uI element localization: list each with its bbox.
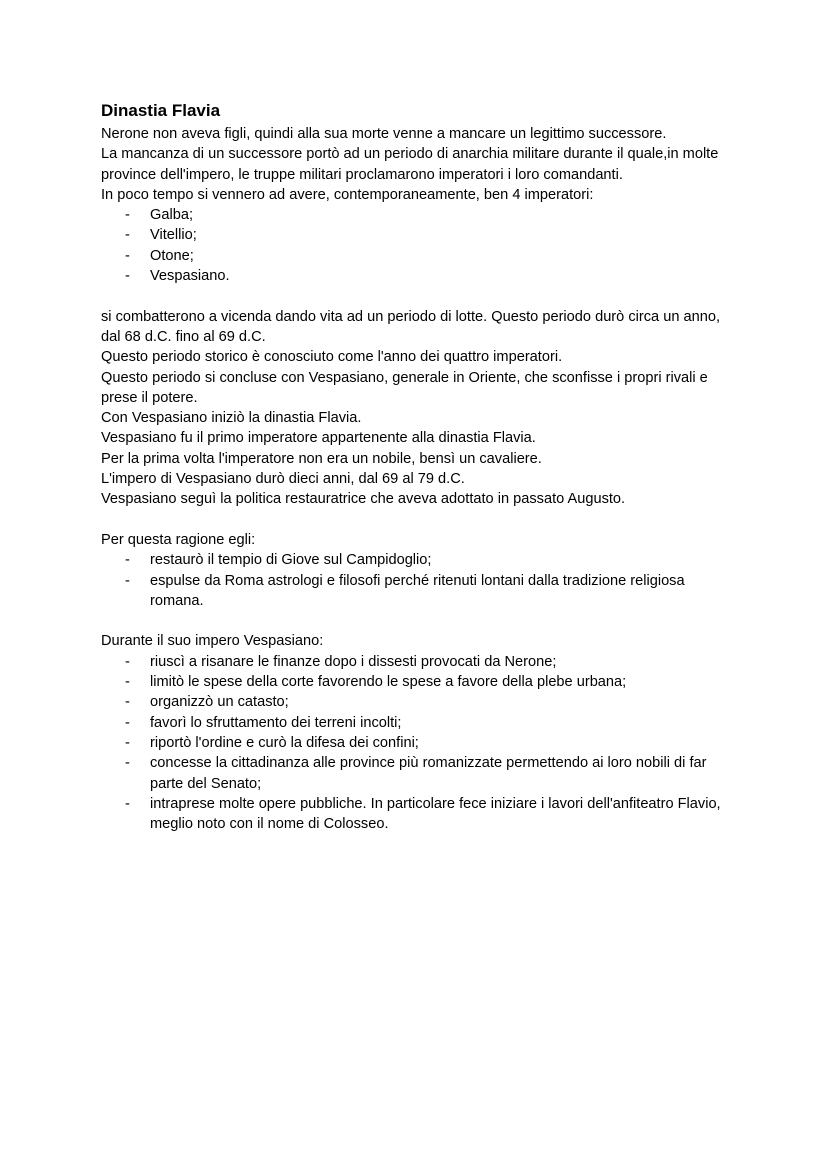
list-item: - favorì lo sfruttamento dei terreni incolti; [101,713,741,733]
reign-intro: Durante il suo impero Vespasiano: [101,633,324,650]
list-item: - Vitellio; [101,225,741,245]
list-item: - restaurò il tempio di Giove sul Campidoglio; [101,550,741,570]
spacer [101,286,741,306]
spacer [101,611,741,631]
middle-line: Questo periodo storico è conosciuto come l'anno dei quattro imperatori. [101,349,563,366]
list-item: - intraprese molte opere pubbliche. In particolare fece iniziare i lavori dell'anfiteatro Flavio, meglio noto con il nome di Colosseo. [101,794,741,835]
middle-line: Con Vespasiano iniziò la dinastia Flavia. [101,410,362,427]
page-title: Dinastia Flavia [101,101,221,120]
list-item: - riuscì a risanare le finanze dopo i dissesti provocati da Nerone; [101,652,741,672]
intro-line: In poco tempo si vennero ad avere, contemporaneamente, ben 4 imperatori: [101,186,594,203]
middle-paragraph [101,307,741,510]
list-item: - espulse da Roma astrologi e filosofi perché ritenuti lontani dalla tradizione religiosa romana. [101,571,741,612]
middle-line: Vespasiano seguì la politica restauratrice che aveva adottato in passato Augusto. [101,491,626,508]
list-item: - riportò l'ordine e curò la difesa dei confini; [101,733,741,753]
middle-line: Questo periodo si concluse con Vespasiano, generale in Oriente, che sconfisse i propri rivali e prese il potere. [101,369,708,406]
emperors-list [101,205,741,286]
list-item: - limitò le spese della corte favorendo le spese a favore della plebe urbana; [101,672,741,692]
list-item: - organizzò un catasto; [101,692,741,712]
middle-line: Vespasiano fu il primo imperatore appartenente alla dinastia Flavia. [101,430,536,447]
intro-paragraph [101,124,741,205]
spacer [101,510,741,530]
reason-list [101,550,741,611]
intro-line: La mancanza di un successore portò ad un periodo di anarchia militare durante il quale,in molte province dell'impero, le truppe militari proclamarono imperatori i loro comandanti. [101,146,719,183]
reason-intro: Per questa ragione egli: [101,531,256,548]
list-item: - Vespasiano. [101,266,741,286]
list-item: - Otone; [101,246,741,266]
middle-line: Per la prima volta l'imperatore non era un nobile, bensì un cavaliere. [101,450,542,467]
middle-line: L'impero di Vespasiano durò dieci anni, dal 69 al 79 d.C. [101,471,465,488]
reign-list [101,652,741,835]
list-item: - Galba; [101,205,741,225]
intro-line: Nerone non aveva figli, quindi alla sua morte venne a mancare un legittimo successore. [101,126,667,142]
document-content [101,100,741,834]
middle-line: si combatterono a vicenda dando vita ad un periodo di lotte. Questo periodo durò circa un anno, dal 68 d.C. fino al 69 d.C. [101,308,721,345]
list-item: - concesse la cittadinanza alle province più romanizzate permettendo ai loro nobili di far parte del Senato; [101,753,741,794]
